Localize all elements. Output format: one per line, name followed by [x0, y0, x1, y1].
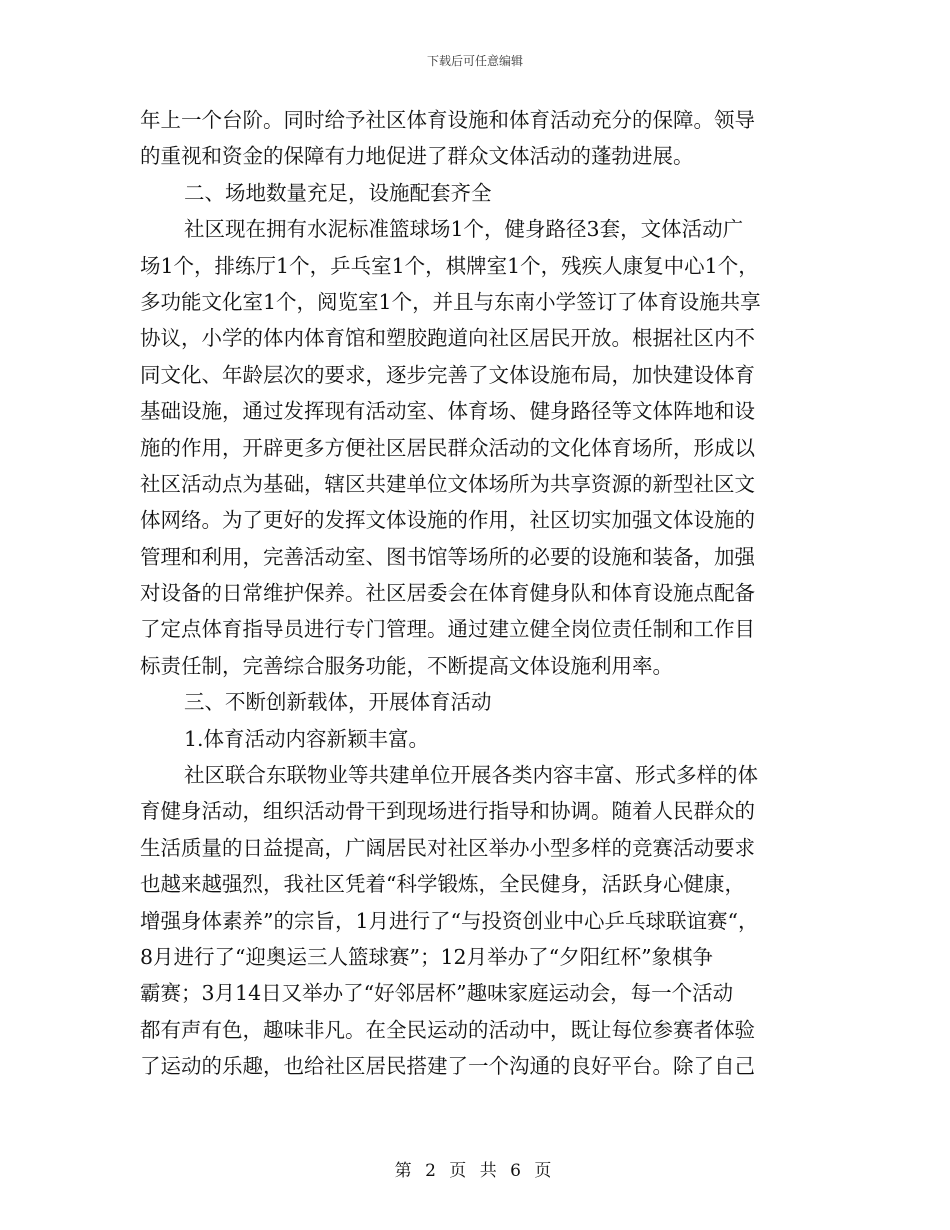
text-line: 社区现在拥有水泥标准篮球场1个，健身路径3套，文体活动广	[184, 217, 744, 242]
text-line: 霸赛；3月14日又举办了“好邻居杯”趣味家庭运动会，每一个活动	[140, 981, 734, 1006]
subsection-heading: 1.体育活动内容新颖丰富。	[184, 726, 430, 751]
page-header-note: 下载后可任意编辑	[426, 54, 523, 68]
text-line: 了定点体育指导员进行专门管理。通过建立健全岗位责任制和工作目	[140, 617, 755, 642]
text-line: 对设备的日常维护保养。社区居委会在体育健身队和体育设施点配备	[140, 581, 755, 606]
text-line: 体网络。为了更好的发挥文体设施的作用，社区切实加强文体设施的	[140, 508, 755, 533]
text-line: 多功能文化室1个，阅览室1个，并且与东南小学签订了体育设施共享	[140, 289, 761, 314]
text-line: 年上一个台阶。同时给予社区体育设施和体育活动充分的保障。领导	[140, 108, 755, 132]
text-line: 管理和利用，完善活动室、图书馆等场所的必要的设施和装备，加强	[140, 544, 755, 569]
page-number-footer: 第 2 页 共 6 页	[394, 1161, 556, 1181]
text-line: 社区活动点为基础，辖区共建单位文体场所为共享资源的新型社区文	[140, 471, 755, 496]
text-line: 施的作用，开辟更多方便社区居民群众活动的文化体育场所，形成以	[140, 435, 755, 460]
section-heading: 二、场地数量充足，设施配套齐全	[184, 180, 492, 205]
text-line: 场1个，排练厅1个，乒乓室1个，棋牌室1个，残疾人康复中心1个，	[140, 253, 759, 278]
document-body	[140, 102, 820, 1085]
section-heading: 三、不断创新载体，开展体育活动	[184, 690, 492, 715]
text-line: 同文化、年龄层次的要求，逐步完善了文体设施布局，加快建设体育	[140, 362, 755, 387]
text-line: 8月进行了“迎奥运三人篮球赛”；12月举办了“夕阳红杯”象棋争	[140, 944, 714, 969]
text-line: 协议，小学的体内体育馆和塑胶跑道向社区居民开放。根据社区内不	[140, 326, 755, 351]
text-line: 也越来越强烈，我社区凭着“科学锻炼，全民健身，活跃身心健康，	[140, 872, 745, 897]
text-line: 育健身活动，组织活动骨干到现场进行指导和协调。随着人民群众的	[140, 799, 755, 824]
text-line: 都有声有色，趣味非凡。在全民运动的活动中，既让每位参赛者体验	[140, 1017, 755, 1042]
text-line: 社区联合东联物业等共建单位开展各类内容丰富、形式多样的体	[184, 763, 758, 788]
text-line: 基础设施，通过发挥现有活动室、体育场、健身路径等文体阵地和设	[140, 399, 755, 424]
text-line: 的重视和资金的保障有力地促进了群众文体活动的蓬勃进展。	[140, 144, 694, 169]
text-line: 了运动的乐趣，也给社区居民搭建了一个沟通的良好平台。除了自己	[140, 1054, 755, 1079]
text-line: 增强身体素养”的宗旨，1月进行了“与投资创业中心乒乓球联谊赛“，	[140, 908, 759, 933]
text-line: 标责任制，完善综合服务功能，不断提高文体设施利用率。	[140, 653, 673, 678]
text-line: 生活质量的日益提高，广阔居民对社区举办小型多样的竞赛活动要求	[140, 835, 755, 860]
